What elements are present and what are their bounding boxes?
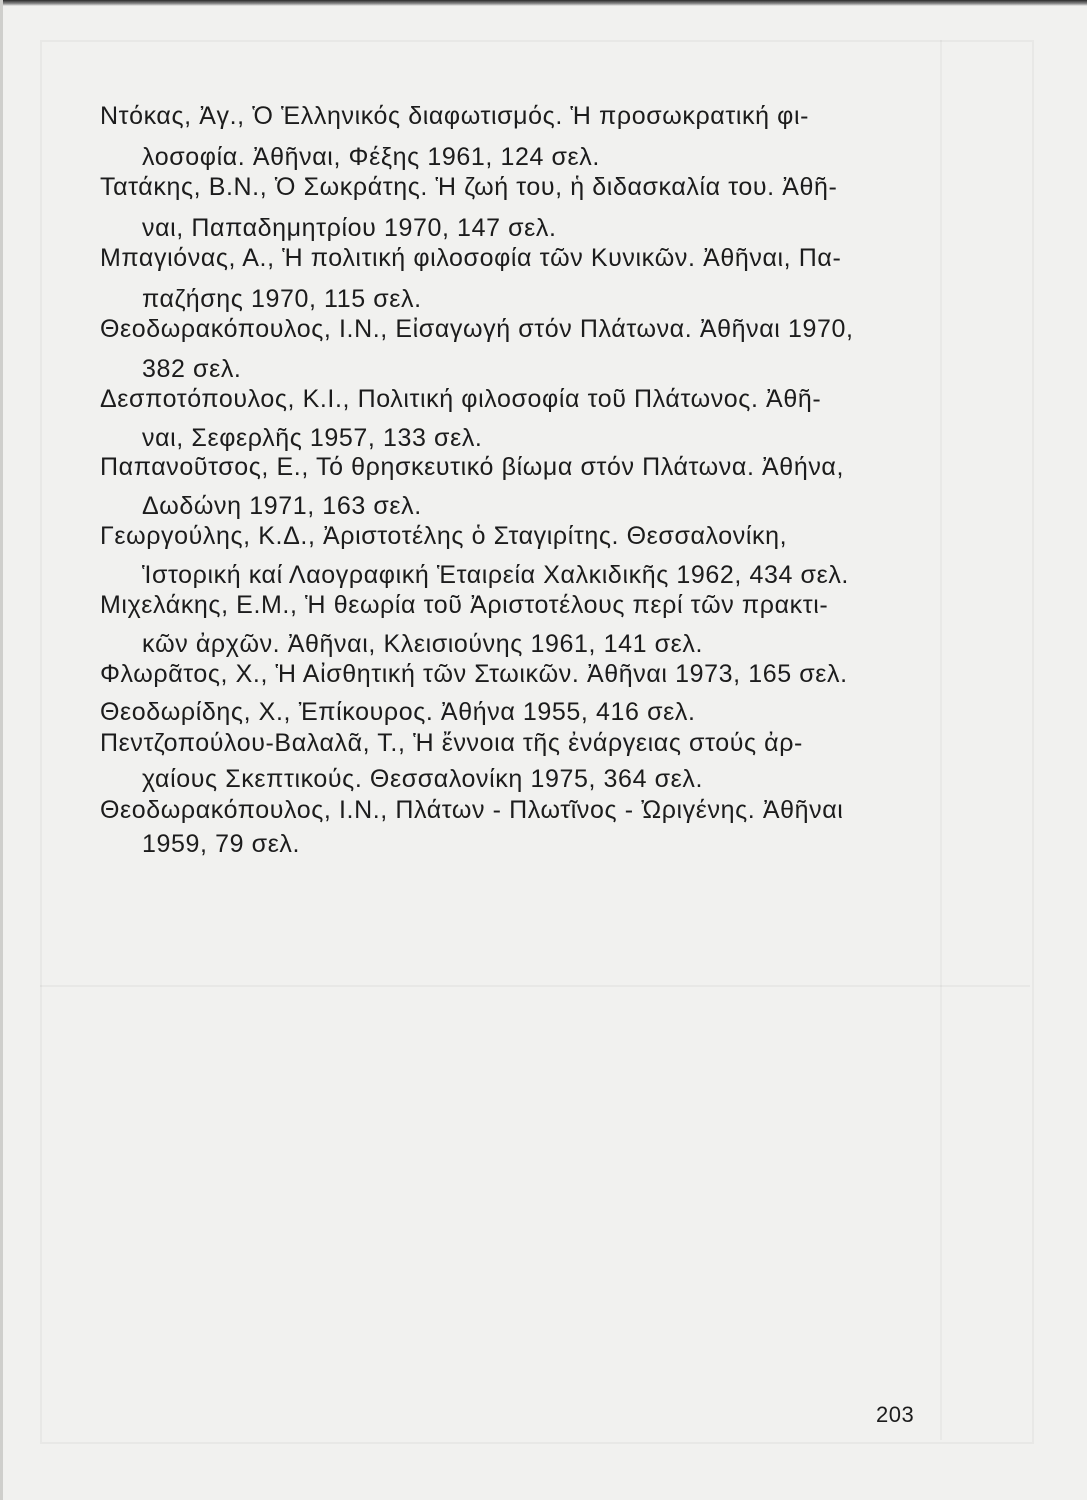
entry-line: παζήσης 1970, 115 σελ. xyxy=(142,285,422,313)
entry-line: Θεοδωρίδης, Χ., Ἐπίκουρος. Ἀθήνα 1955, 416 σελ. xyxy=(100,698,696,726)
entry-line: Θεοδωρακόπουλος, Ι.Ν., Εἰσαγωγή στόν Πλάτωνα. Ἀθῆναι 1970, xyxy=(100,315,854,343)
entry-line: λοσοφία. Ἀθῆναι, Φέξης 1961, 124 σελ. xyxy=(142,143,600,171)
entry-line: Ντόκας, Ἀγ., Ὁ Ἑλληνικός διαφωτισμός. Ἡ προσωκρατική φι- xyxy=(100,102,810,130)
entry-line: Παπανοῦτσος, Ε., Τό θρησκευτικό βίωμα στόν Πλάτωνα. Ἀθήνα, xyxy=(100,453,845,481)
entry-line: Μπαγιόνας, Α., Ἡ πολιτική φιλοσοφία τῶν Κυνικῶν. Ἀθῆναι, Πα- xyxy=(100,244,842,272)
entry-line: Δωδώνη 1971, 163 σελ. xyxy=(142,492,422,520)
entry-line: 1959, 79 σελ. xyxy=(142,830,301,858)
entry-line: Ἱστορική καί Λαογραφική Ἑταιρεία Χαλκιδικῆς 1962, 434 σελ. xyxy=(142,561,849,589)
entry-line: ναι, Σεφερλῆς 1957, 133 σελ. xyxy=(142,424,483,452)
entry-line: ναι, Παπαδημητρίου 1970, 147 σελ. xyxy=(142,214,557,242)
entry-line: Δεσποτόπουλος, Κ.Ι., Πολιτική φιλοσοφία τοῦ Πλάτωνος. Ἀθῆ- xyxy=(100,385,822,413)
entry-line: χαίους Σκεπτικούς. Θεσσαλονίκη 1975, 364 σελ. xyxy=(142,765,704,793)
entry-line: Θεοδωρακόπουλος, Ι.Ν., Πλάτων - Πλωτῖνος - Ὠριγένης. Ἀθῆναι xyxy=(100,796,844,824)
entry-line: Φλωρᾶτος, Χ., Ἡ Αἰσθητική τῶν Στωικῶν. Ἀθῆναι 1973, 165 σελ. xyxy=(100,660,848,688)
entry-line: κῶν ἀρχῶν. Ἀθῆναι, Κλεισιούνης 1961, 141 σελ. xyxy=(142,630,704,658)
entry-line: Πεντζοπούλου-Βαλαλᾶ, Τ., Ἡ ἔννοια τῆς ἐνάργειας στούς ἀρ- xyxy=(100,729,803,757)
entry-line: Μιχελάκης, Ε.Μ., Ἡ θεωρία τοῦ Ἀριστοτέλους περί τῶν πρακτι- xyxy=(100,591,829,619)
entry-line: Τατάκης, Β.Ν., Ὁ Σωκράτης. Ἡ ζωή του, ἡ διδασκαλία του. Ἀθῆ- xyxy=(100,173,838,201)
entry-line: 382 σελ. xyxy=(142,355,242,383)
entry-line: Γεωργούλης, Κ.Δ., Ἀριστοτέλης ὁ Σταγιρίτης. Θεσσαλονίκη, xyxy=(100,522,788,550)
page-number: 203 xyxy=(876,1402,915,1427)
